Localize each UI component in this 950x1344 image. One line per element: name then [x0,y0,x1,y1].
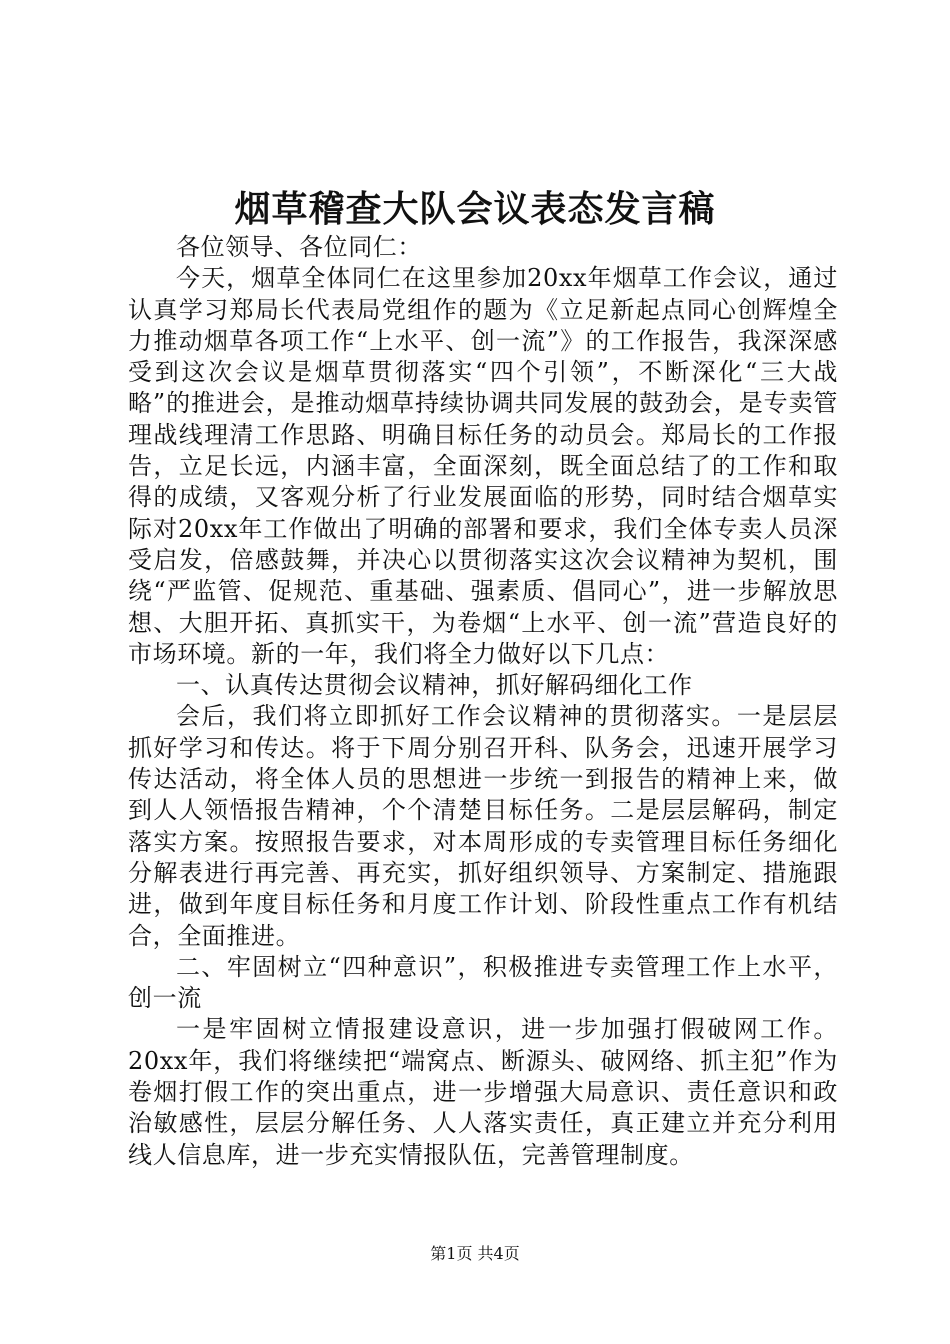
section-2-paragraph: 一是牢固树立情报建设意识，进一步加强打假破网工作。20xx年，我们将继续把“端窝点、断源头、破网络、抓主犯”作为卷烟打假工作的突出重点，进一步增强大局意识、责任意识和政治敏感性，层层分解任务、人人落实责任，真正建立并充分利用线人信息库，进一步充实情报队伍，完善管理制度。 [128,1015,838,1169]
page-number-footer: 第1页 共4页 [430,1244,520,1263]
document-body [128,232,838,1171]
document-title: 烟草稽查大队会议表态发言稿 [234,188,716,230]
intro-paragraph: 今天，烟草全体同仁在这里参加20xx年烟草工作会议，通过认真学习郑局长代表局党组作的题为《立足新起点同心创辉煌全力推动烟草各项工作“上水平、创一流”》的工作报告，我深深感受到这次会议是烟草贯彻落实“四个引领”，不断深化“三大战略”的推进会，是推动烟草持续协调共同发展的鼓劲会，是专卖管理战线理清工作思路、明确目标任务的动员会。郑局长的工作报告，立足长远，内涵丰富，全面深刻，既全面总结了的工作和取得的成绩，又客观分析了行业发展面临的形势，同时结合烟草实际对20xx年工作做出了明确的部署和要求，我们全体专卖人员深受启发，倍感鼓舞，并决心以贯彻落实这次会议精神为契机，围绕“严监管、促规范、重基础、强素质、倡同心”，进一步解放思想、大胆开拓、真抓实干，为卷烟“上水平、创一流”营造良好的市场环境。新的一年，我们将全力做好以下几点： [128,264,838,668]
section-1-paragraph: 会后，我们将立即抓好工作会议精神的贯彻落实。一是层层抓好学习和传达。将于下周分别召开科、队务会，迅速开展学习传达活动，将全体人员的思想进一步统一到报告的精神上来，做到人人领悟报告精神，个个清楚目标任务。二是层层解码，制定落实方案。按照报告要求，对本周形成的专卖管理目标任务细化分解表进行再完善、再充实，抓好组织领导、方案制定、措施跟进，做到年度目标任务和月度工作计划、阶段性重点工作有机结合，全面推进。 [128,702,838,950]
section-heading-2: 二、牢固树立“四种意识”，积极推进专卖管理工作上水平，创一流 [128,952,838,1013]
section-heading-1: 一、认真传达贯彻会议精神，抓好解码细化工作 [176,671,693,700]
salutation-paragraph: 各位领导、各位同仁： [176,233,422,261]
